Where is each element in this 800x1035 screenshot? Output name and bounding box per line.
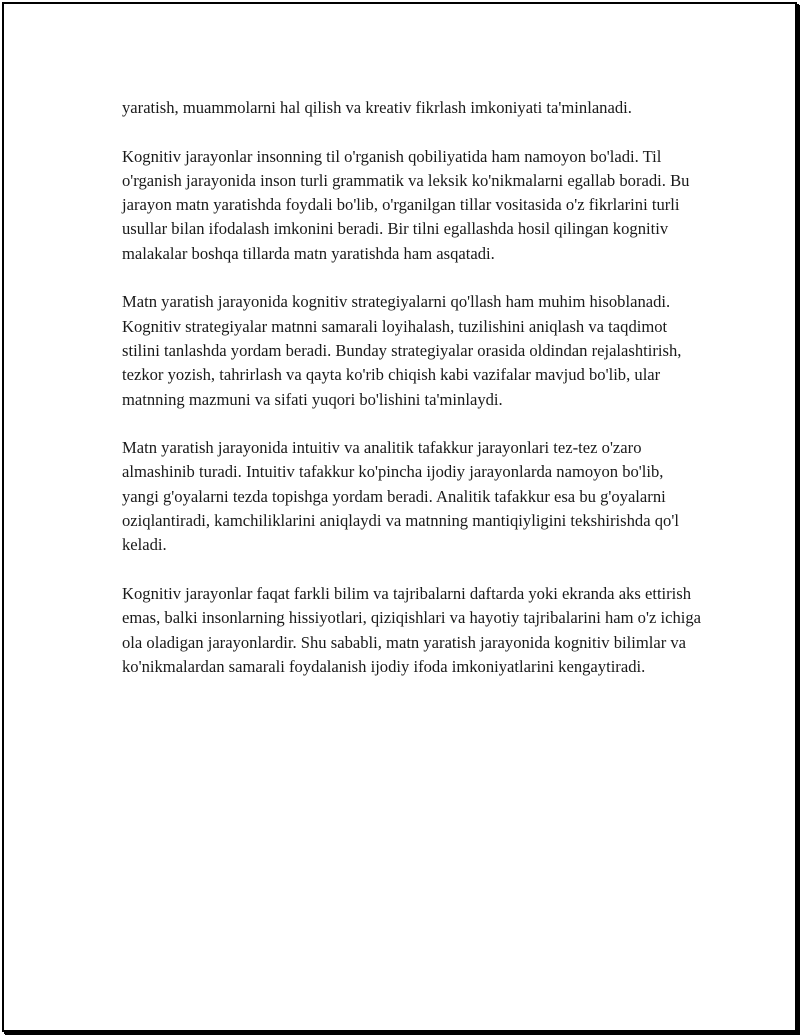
paragraph-3: Matn yaratish jarayonida kognitiv strategiyalarni qo'llash ham muhim hisoblanadi. Kognitiv strategiyalar matnni samarali loyihalash, tuzilishini aniqlash va taqdimot stilini tanlashda yordam beradi. Bunday strategiyalar orasida oldindan rejalashtirish, tezkor yozish, tahrirlash va qayta ko'rib chiqish kabi vazifalar mavjud bo'lib, ular matnning mazmuni va sifati yuqori bo'lishini ta'minlaydi. — [122, 292, 682, 409]
page-frame — [2, 2, 797, 1032]
paragraph-1: yaratish, muammolarni hal qilish va kreativ fikrlash imkoniyati ta'minlanadi. — [122, 98, 632, 117]
paragraph-5: Kognitiv jarayonlar faqat farkli bilim va tajribalarni daftarda yoki ekranda aks ettirish emas, balki insonlarning hissiyotlari, qiziqishlari va hayotiy tajribalarini ham o'z ichiga ola oladigan jarayonlardir. Shu sababli, matn yaratish jarayonida kognitiv bilimlar va ko'nikmalardan samarali foydalanish ijodiy ifoda imkoniyatlarini kengaytiradi. — [122, 583, 702, 676]
document-body — [122, 96, 702, 703]
paragraph-2: Kognitiv jarayonlar insonning til o'rganish qobiliyatida ham namoyon bo'ladi. Til o'rganish jarayonida inson turli grammatik va leksik ko'nikmalarni egallab boradi. Bu jarayon matn yaratishda foydali bo'lib, o'rganilgan tillar vositasida o'z fikrlarini turli usullar bilan ifodalash imkonini beradi. Bir tilni egallashda hosil qilingan kognitiv malakalar boshqa tillarda matn yaratishda ham asqatadi. — [122, 146, 690, 263]
paragraph-4: Matn yaratish jarayonida intuitiv va analitik tafakkur jarayonlari tez-tez o'zaro almashinib turadi. Intuitiv tafakkur ko'pincha ijodiy jarayonlarda namoyon bo'lib, yangi g'oyalarni tezda topishga yordam beradi. Analitik tafakkur esa bu g'oyalarni oziqlantiradi, kamchiliklarini aniqlaydi va matnning mantiqiyligini tekshirishda qo'l keladi. — [122, 438, 679, 555]
